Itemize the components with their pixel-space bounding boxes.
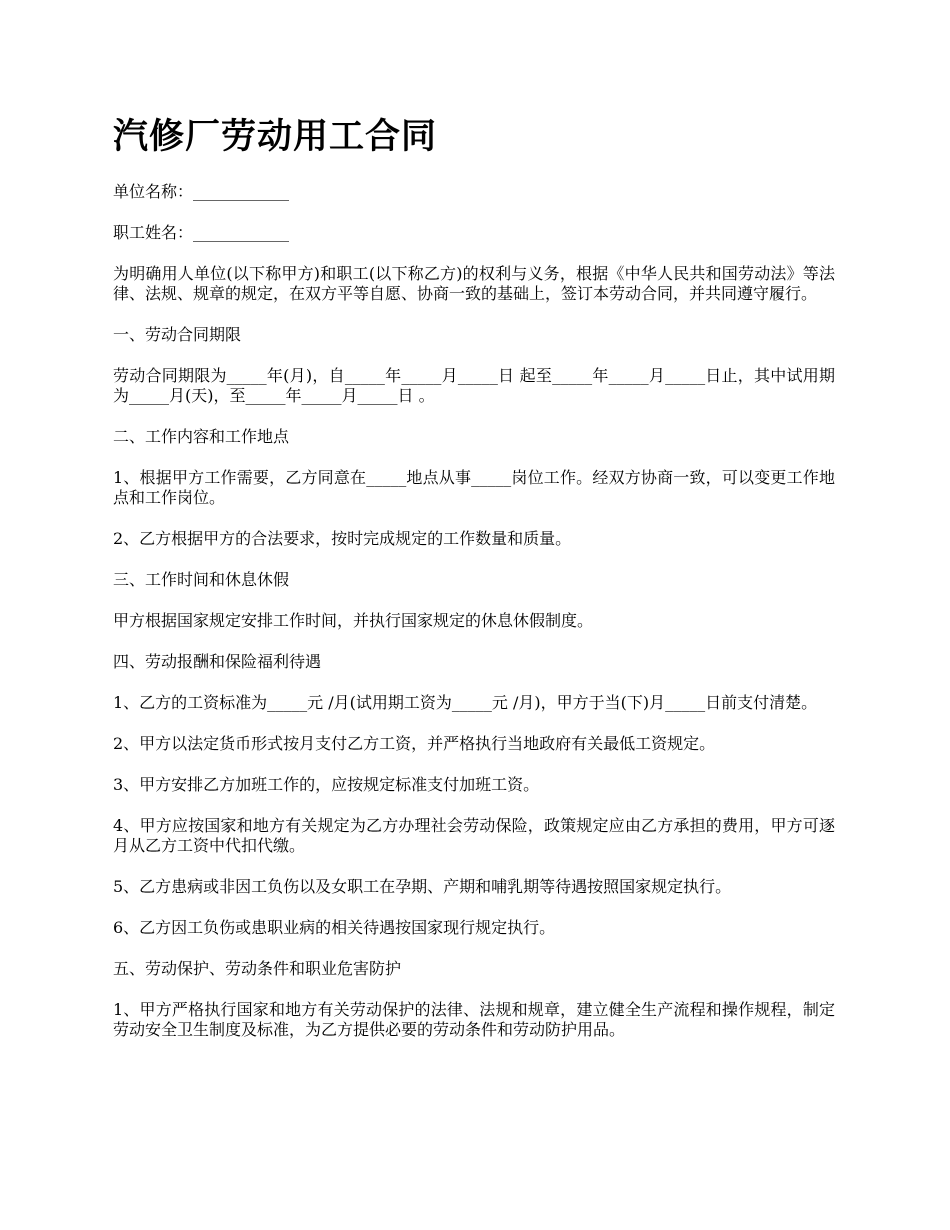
section-heading-pay: 四、劳动报酬和保险福利待遇 xyxy=(113,652,322,671)
contract-page xyxy=(113,112,835,1061)
work-clause-1: 1、根据甲方工作需要，乙方同意在_____地点从事_____岗位工作。经双方协商一致，可以变更工作地点和工作岗位。 xyxy=(113,468,835,507)
pay-clause-6: 6、乙方因工负伤或患职业病的相关待遇按国家现行规定执行。 xyxy=(113,918,556,937)
pay-clause-4: 4、甲方应按国家和地方有关规定为乙方办理社会劳动保险，政策规定应由乙方承担的费用，甲方可逐月从乙方工资中代扣代缴。 xyxy=(113,816,835,855)
employee-name-field: 职工姓名：____________ xyxy=(113,223,290,242)
contract-term-paragraph: 劳动合同期限为_____年(月)，自_____年_____月_____日 起至_____年_____月_____日止，其中试用期为_____月(天)，至_____年_____月_____日 。 xyxy=(113,366,835,405)
section-heading-protection: 五、劳动保护、劳动条件和职业危害防护 xyxy=(113,959,402,978)
protection-clause-1: 1、甲方严格执行国家和地方有关劳动保护的法律、法规和规章，建立健全生产流程和操作规程，制定劳动安全卫生制度及标准，为乙方提供必要的劳动条件和劳动防护用品。 xyxy=(113,1000,835,1039)
section-heading-term: 一、劳动合同期限 xyxy=(113,325,242,344)
section-heading-hours: 三、工作时间和休息休假 xyxy=(113,570,290,589)
pay-clause-2: 2、甲方以法定货币形式按月支付乙方工资，并严格执行当地政府有关最低工资规定。 xyxy=(113,734,716,753)
pay-clause-5: 5、乙方患病或非因工负伤以及女职工在孕期、产期和哺乳期等待遇按照国家规定执行。 xyxy=(113,877,732,896)
section-heading-work: 二、工作内容和工作地点 xyxy=(113,427,290,446)
pay-clause-3: 3、甲方安排乙方加班工作的，应按规定标准支付加班工资。 xyxy=(113,775,540,794)
intro-paragraph: 为明确用人单位(以下称甲方)和职工(以下称乙方)的权利与义务，根据《中华人民共和国劳动法》等法律、法规、规章的规定，在双方平等自愿、协商一致的基础上，签订本劳动合同，并共同遵守履行。 xyxy=(113,264,835,303)
unit-name-field: 单位名称：____________ xyxy=(113,182,290,201)
pay-clause-1: 1、乙方的工资标准为_____元 /月(试用期工资为_____元 /月)，甲方于当(下)月_____日前支付清楚。 xyxy=(113,693,818,712)
work-clause-2: 2、乙方根据甲方的合法要求，按时完成规定的工作数量和质量。 xyxy=(113,529,572,548)
hours-clause: 甲方根据国家规定安排工作时间，并执行国家规定的休息休假制度。 xyxy=(113,611,594,630)
document-title: 汽修厂劳动用工合同 xyxy=(113,117,438,157)
